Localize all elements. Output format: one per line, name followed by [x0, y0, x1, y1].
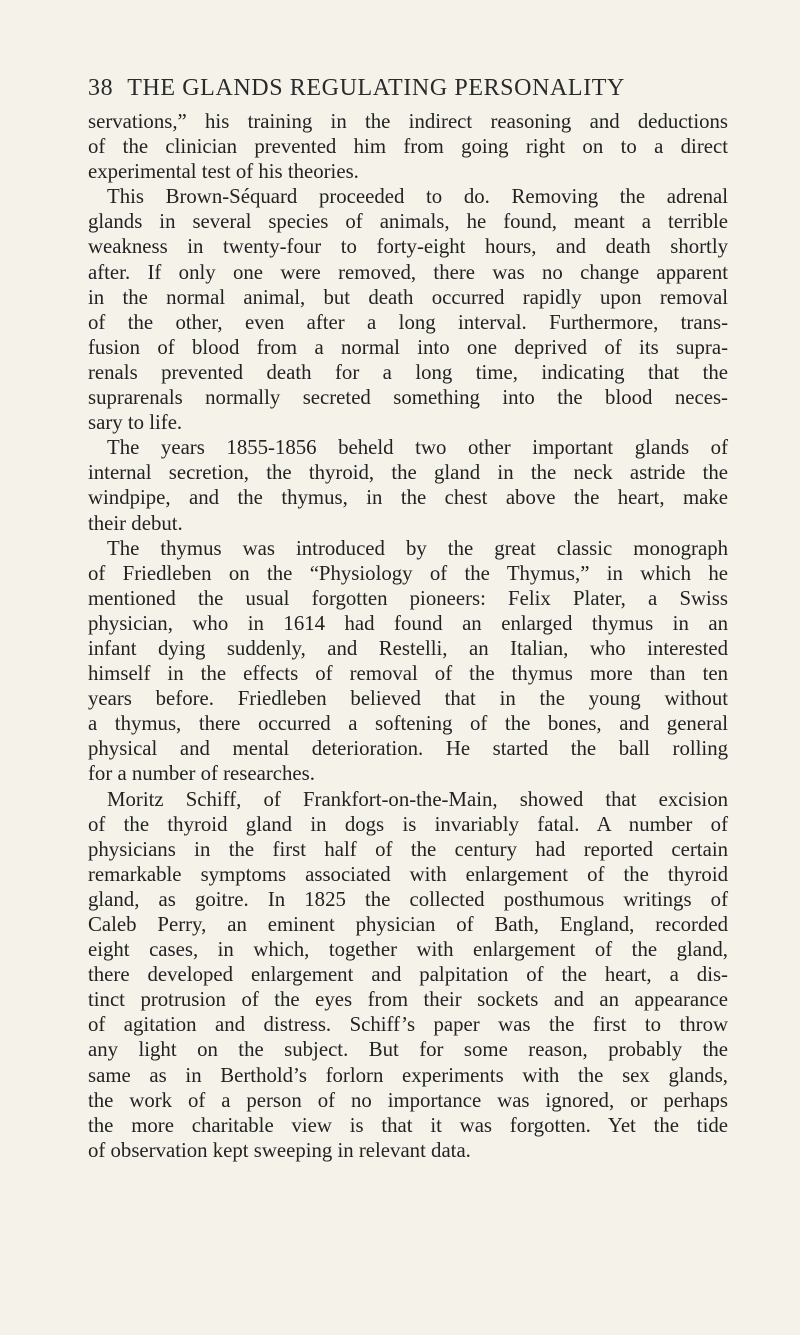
text-line: The years 1855-1856 beheld two other important glands of: [107, 436, 728, 460]
text-line: their debut.: [88, 511, 183, 535]
text-line: Moritz Schiff, of Frankfort-on-the-Main, showed that excision: [107, 787, 728, 811]
text-line: This Brown-Séquard proceeded to do. Removing the adrenal: [107, 185, 728, 209]
text-line: of Friedleben on the “Physiology of the Thymus,” in which he: [88, 561, 728, 585]
text-line: Caleb Perry, an eminent physician of Bath, England, recorded: [88, 913, 728, 936]
running-head: [88, 72, 728, 104]
text-line: sary to life.: [88, 411, 183, 435]
text-line: servations,” his training in the indirect reasoning and deductions: [88, 110, 728, 133]
text-line: any light on the subject. But for some reason, probably the: [88, 1038, 728, 1062]
running-head-title: THE GLANDS REGULATING PERSONALITY: [127, 75, 625, 101]
text-line: renals prevented death for a long time, indicating that the: [88, 360, 728, 384]
text-line: years before. Friedleben believed that in the young without: [88, 687, 728, 711]
text-line: of observation kept sweeping in relevant data.: [88, 1138, 471, 1162]
text-line: for a number of researches.: [88, 762, 315, 786]
text-line: after. If only one were removed, there was no change apparent: [88, 260, 728, 284]
text-line: physicians in the first half of the century had reported certain: [88, 837, 728, 861]
text-line: of agitation and distress. Schiff’s paper was the first to throw: [88, 1013, 728, 1037]
text-line: in the normal animal, but death occurred rapidly upon removal: [88, 285, 728, 309]
text-line: physician, who in 1614 had found an enlarged thymus in an: [88, 611, 728, 635]
page-number: 38: [88, 75, 114, 101]
text-line: a thymus, there occurred a softening of the bones, and general: [88, 712, 728, 736]
text-line: fusion of blood from a normal into one deprived of its supra-: [88, 335, 728, 359]
text-line: the more charitable view is that it was forgotten. Yet the tide: [88, 1113, 728, 1137]
text-line: physical and mental deterioration. He started the ball rolling: [88, 737, 728, 761]
text-line: there developed enlargement and palpitation of the heart, a dis-: [88, 963, 728, 987]
text-line: suprarenals normally secreted something into the blood neces-: [88, 386, 728, 410]
text-line: of the other, even after a long interval. Furthermore, trans-: [88, 310, 728, 334]
text-line: tinct protrusion of the eyes from their sockets and an appearance: [88, 988, 728, 1012]
text-line: himself in the effects of removal of the thymus more than ten: [88, 662, 728, 686]
text-line: gland, as goitre. In 1825 the collected posthumous writings of: [88, 887, 728, 911]
text-line: experimental test of his theories.: [88, 160, 359, 184]
body-text: [88, 109, 728, 1163]
text-line: of the clinician prevented him from going right on to a direct: [88, 135, 728, 159]
text-line: weakness in twenty-four to forty-eight hours, and death shortly: [88, 235, 728, 259]
text-line: infant dying suddenly, and Restelli, an Italian, who interested: [88, 636, 728, 660]
text-line: same as in Berthold’s forlorn experiments with the sex glands,: [88, 1063, 728, 1087]
text-line: remarkable symptoms associated with enlargement of the thyroid: [88, 862, 728, 886]
text-line: internal secretion, the thyroid, the gland in the neck astride the: [88, 461, 728, 485]
text-line: eight cases, in which, together with enlargement of the gland,: [88, 938, 728, 962]
text-line: The thymus was introduced by the great classic monograph: [107, 536, 728, 560]
text-line: windpipe, and the thymus, in the chest above the heart, make: [88, 486, 728, 510]
text-line: the work of a person of no importance was ignored, or perhaps: [88, 1088, 728, 1112]
text-line: of the thyroid gland in dogs is invariably fatal. A number of: [88, 812, 728, 836]
text-line: mentioned the usual forgotten pioneers: Felix Plater, a Swiss: [88, 586, 728, 610]
text-line: glands in several species of animals, he found, meant a terrible: [88, 210, 728, 234]
